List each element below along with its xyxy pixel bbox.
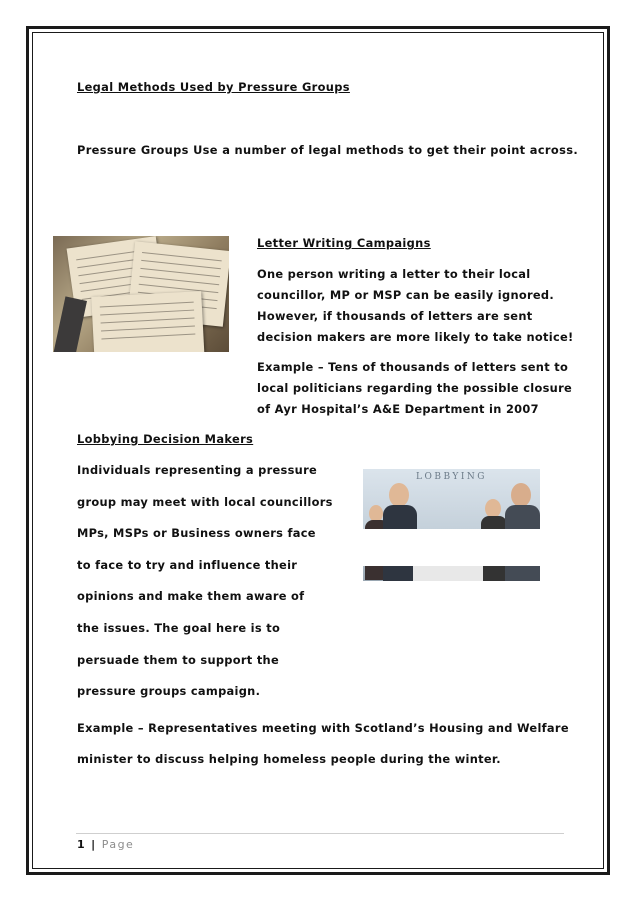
document-title: Legal Methods Used by Pressure Groups [77,80,350,94]
body-line: persuade them to support the [77,652,279,667]
footer-divider [76,833,564,834]
page-footer [77,838,134,851]
body-line: group may meet with local councillors [77,494,333,509]
body-line: opinions and make them aware of [77,589,305,604]
page-word: Page [101,838,135,851]
example-line: Example – Tens of thousands of letters sent to [257,360,569,374]
letters-photo [53,236,229,352]
body-line: the issues. The goal here is to [77,620,281,635]
letter-sheet [91,291,205,352]
example-line: minister to discuss helping homeless people during the winter. [77,752,501,766]
body-line: pressure groups campaign. [77,684,261,699]
lobbying-photo-caption: LOBBYING [416,472,487,482]
example-line: local politicians regarding the possible closure [257,381,573,395]
body-line: One person writing a letter to their local [257,267,531,281]
letter-section-body [257,264,574,348]
footer-separator: | [91,838,97,851]
body-line: Individuals representing a pressure [77,463,318,477]
lobbying-photo [363,469,540,581]
body-line: MPs, MSPs or Business owners face [77,526,316,541]
pen-case-shape [53,296,87,352]
example-line: Example – Representatives meeting with Scotland’s Housing and Welfare [77,721,569,735]
letter-section-example [257,357,572,420]
letter-section-heading: Letter Writing Campaigns [257,236,431,250]
lobbying-section-example [77,713,569,775]
body-line: However, if thousands of letters are sent [257,309,533,323]
page-number: 1 [77,838,87,851]
table-surface [413,566,483,581]
image-blank-overlay [363,529,540,566]
body-line: decision makers are more likely to take notice! [257,330,574,344]
body-line: councillor, MP or MSP can be easily ignored. [257,288,554,302]
intro-text: Pressure Groups Use a number of legal methods to get their point across. [77,143,579,157]
body-line: to face to try and influence their [77,557,298,572]
lobbying-section-body [77,460,333,713]
example-line: of Ayr Hospital’s A&E Department in 2007 [257,402,539,416]
lobbying-section-heading: Lobbying Decision Makers [77,432,254,446]
